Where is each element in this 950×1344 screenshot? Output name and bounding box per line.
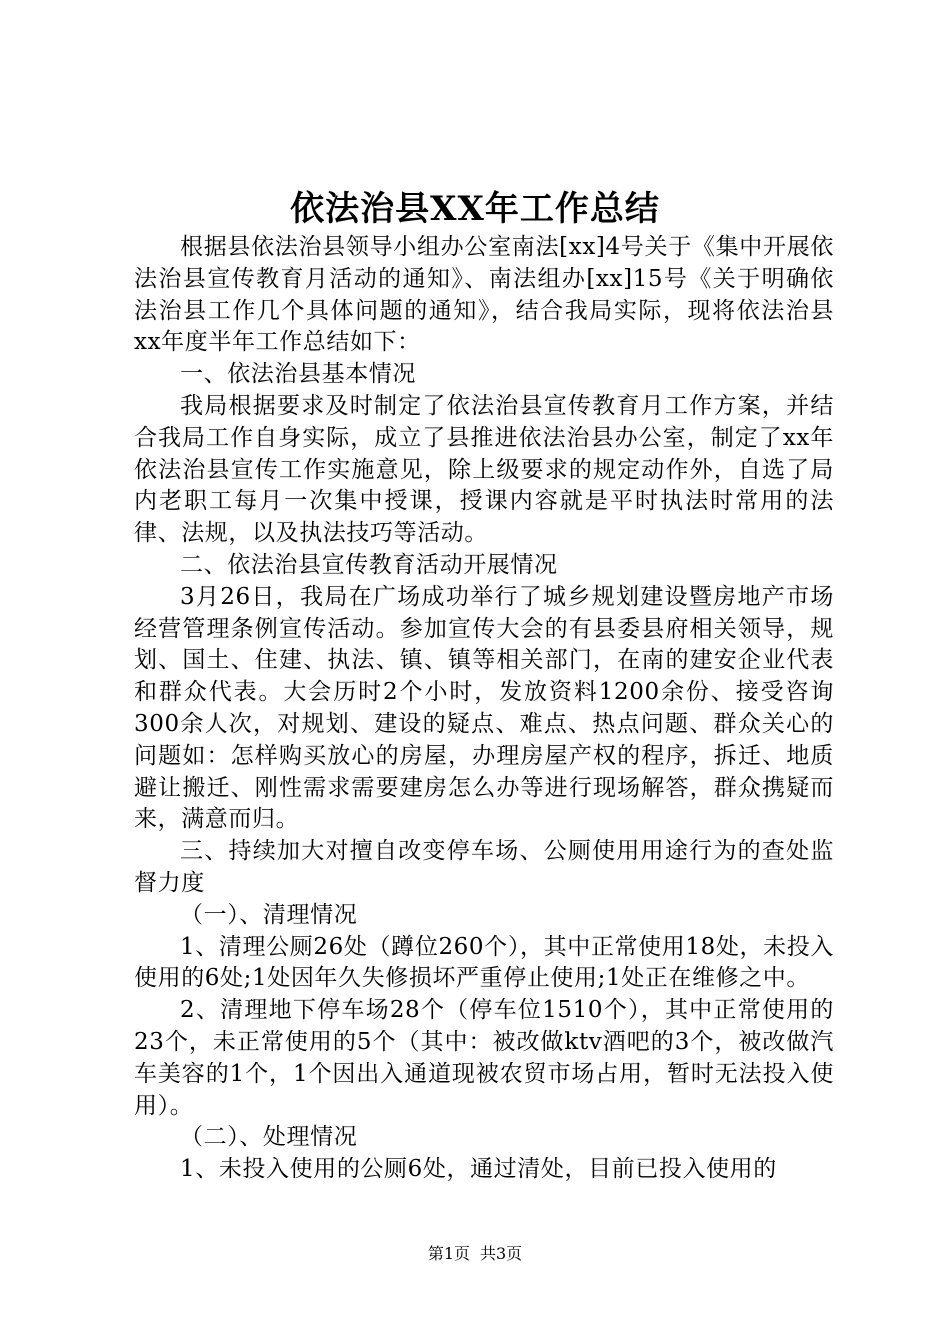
paragraph-handling: 1、未投入使用的公厕6处，通过清处，目前已投入使用的 <box>180 1156 777 1183</box>
paragraph-parking: 2、清理地下停车场28个（停车位1510个），其中正常使用的23个，未正常使用的5个（其中：被改做ktv酒吧的3个，被改做汽车美容的1个，1个因出入通道现被农贸市场占用，暂时无法投入使用）。 <box>134 997 834 1119</box>
subsection-heading-handling: （二）、处理情况 <box>180 1124 358 1151</box>
document-body <box>134 232 834 1186</box>
paragraph-activity: 3月26日，我局在广场成功举行了城乡规划建设暨房地产市场经营管理条例宣传活动。参加宣传大会的有县委县府相关领导，规划、国土、住建、执法、镇、镇等相关部门，在南的建安企业代表和群众代表。大会历时2个小时，发放资料1200余份、接受咨询300余人次，对规划、建设的疑点、难点、热点问题、群众关心的问题如：怎样购买放心的房屋，办理房屋产权的程序，拆迁、地质避让搬迁、刚性需求需要建房怎么办等进行现场解答，群众携疑而来，满意而归。 <box>134 583 834 833</box>
paragraph-intro: 根据县依法治县领导小组办公室南法[xx]4号关于《集中开展依法治县宣传教育月活动的通知》、南法组办[xx]15号《关于明确依法治县工作几个具体问题的通知》，结合我局实际，现将依法治县xx年度半年工作总结如下： <box>134 234 834 356</box>
page-footer <box>0 1243 950 1265</box>
section-heading-1: 一、依法治县基本情况 <box>180 361 416 388</box>
section-heading-3: 三、持续加大对擅自改变停车场、公厕使用用途行为的查处监督力度 <box>134 838 834 896</box>
paragraph-toilets: 1、清理公厕26处（蹲位260个），其中正常使用18处，未投入使用的6处;1处因年久失修损坏严重停止使用;1处正在维修之中。 <box>134 933 834 992</box>
paragraph-basic-situation: 我局根据要求及时制定了依法治县宣传教育月工作方案，并结合我局工作自身实际，成立了县推进依法治县办公室，制定了xx年依法治县宣传工作实施意见，除上级要求的规定动作外，自选了局内老职工每月一次集中授课，授课内容就是平时执法时常用的法律、法规，以及执法技巧等活动。 <box>134 392 834 547</box>
subsection-heading-cleanup: （一）、清理情况 <box>180 901 358 928</box>
document-title: 依法治县XX年工作总结 <box>290 189 660 229</box>
page-total: 共3页 <box>480 1244 523 1263</box>
section-heading-2: 二、依法治县宣传教育活动开展情况 <box>180 551 558 578</box>
page-number: 第1页 <box>427 1244 470 1263</box>
